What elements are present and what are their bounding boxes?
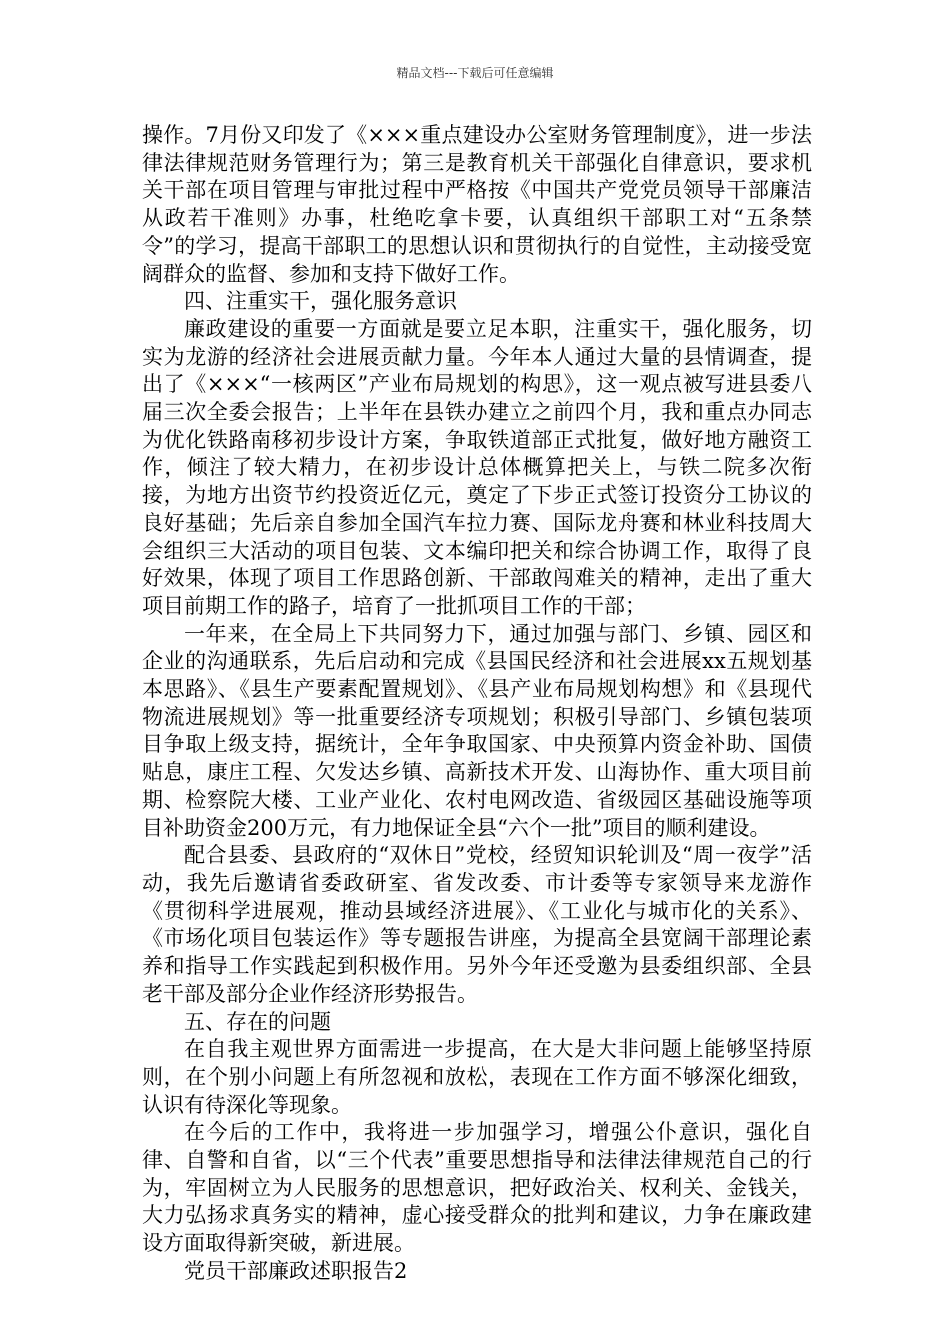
paragraph: 操作。7月份又印发了《×××重点建设办公室财务管理制度》，进一步法律法律规范财务管理行为；第三是教育机关干部强化自律意识，要求机关干部在项目管理与审批过程中严格按《中国共产党党员领导干部廉洁从政若干准则》办事，杜绝吃拿卡要，认真组织干部职工对“五条禁令”的学习，提高干部职工的思想认识和贯彻执行的自觉性，主动接受宽阔群众的监督、参加和支持下做好工作。 bbox=[142, 123, 812, 286]
document-body bbox=[142, 122, 812, 1286]
paragraph: 配合县委、县政府的“双休日”党校，经贸知识轮训及“周一夜学”活动，我先后邀请省委政研室、省发改委、市计委等专家领导来龙游作《贯彻科学进展观，推动县域经济进展》、《工业化与城市化的关系》、《市场化项目包装运作》等专题报告讲座，为提高全县宽阔干部理论素养和指导工作实践起到积极作用。另外今年还受邀为县委组织部、全县老干部及部分企业作经济形势报告。 bbox=[142, 843, 812, 1006]
page-header: 精品文档---下载后可任意编辑 bbox=[396, 66, 554, 80]
section-heading: 五、存在的问题 bbox=[184, 1009, 331, 1034]
paragraph: 一年来，在全局上下共同努力下，通过加强与部门、乡镇、园区和企业的沟通联系，先后启动和完成《县国民经济和社会进展xx五规划基本思路》、《县生产要素配置规划》、《县产业布局规划构想》和《县现代物流进展规划》等一批重要经济专项规划；积极引导部门、乡镇包装项目争取上级支持，据统计，全年争取国家、中央预算内资金补助、国债贴息，康庄工程、欠发达乡镇、高新技术开发、山海协作、重大项目前期、检察院大楼、工业产业化、农村电网改造、省级园区基础设施等项目补助资金200万元，有力地保证全县“六个一批”项目的顺利建设。 bbox=[142, 621, 812, 840]
paragraph: 在今后的工作中，我将进一步加强学习，增强公仆意识，强化自律、自警和自省，以“三个代表”重要思想指导和法律法律规范自己的行为，牢固树立为人民服务的思想意识，把好政治关、权利关、金钱关，大力弘扬求真务实的精神，虚心接受群众的批判和建议，力争在廉政建设方面取得新突破，新进展。 bbox=[142, 1120, 812, 1256]
paragraph: 廉政建设的重要一方面就是要立足本职，注重实干，强化服务，切实为龙游的经济社会进展贡献力量。今年本人通过大量的县情调查，提出了《×××“一核两区”产业布局规划的构思》，这一观点被写进县委八届三次全委会报告；上半年在县铁办建立之前四个月，我和重点办同志为优化铁路南移初步设计方案，争取铁道部正式批复，做好地方融资工作，倾注了较大精力，在初步设计总体概算把关上，与铁二院多次衔接，为地方出资节约投资近亿元，奠定了下步正式签订投资分工协议的良好基础；先后亲自参加全国汽车拉力赛、国际龙舟赛和林业科技周大会组织三大活动的项目包装、文本编印把关和综合协调工作，取得了良好效果，体现了项目工作思路创新、干部敢闯难关的精神，走出了重大项目前期工作的路子，培育了一批抓项目工作的干部； bbox=[142, 316, 812, 618]
paragraph: 在自我主观世界方面需进一步提高，在大是大非问题上能够坚持原则，在个别小问题上有所忽视和放松，表现在工作方面不够深化细致，认识有待深化等现象。 bbox=[142, 1037, 812, 1117]
section-heading: 四、注重实干，强化服务意识 bbox=[184, 289, 457, 314]
report-title: 党员干部廉政述职报告2 bbox=[184, 1258, 408, 1283]
